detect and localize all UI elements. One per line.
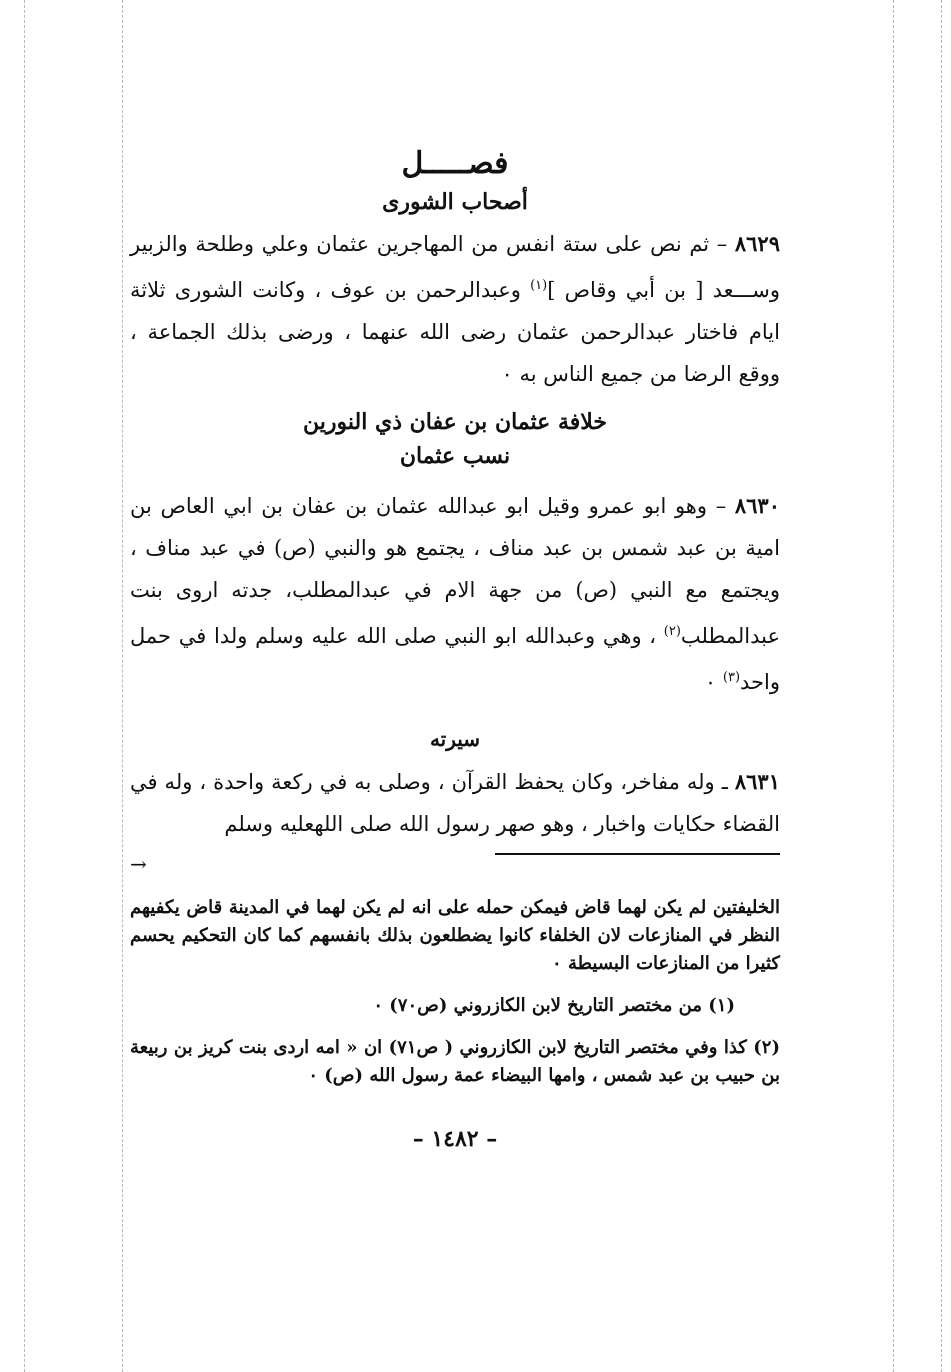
paragraph-number: ٨٦٢٩ <box>734 231 780 256</box>
footnote-ref: (٣) <box>722 670 741 685</box>
paragraph-8630 <box>130 485 780 703</box>
section-title: فصـــــل <box>401 146 509 181</box>
footnote-2: (٢) كذا وفي مختصر التاريخ لابن الكازروني ( ص٧١) ان « امه اردى بنت كريز بن ربيعة بن حبيب بن عبد شمس ، وامها البيضاء عمة رسول الله (ص) ٠ <box>130 1037 780 1086</box>
paragraph-text: – ثم نص على ستة انفس من المهاجرين عثمان وعلي وطلحة والزبير وســـعد [ بن أبي وقاص ] <box>130 232 780 302</box>
footnote-1: (١) من مختصر التاريخ لابن الكازروني (ص٧٠) ٠ <box>373 995 735 1016</box>
paragraph-text-cont: ، وهي وعبدالله ابو النبي صلى الله عليه وسلم ولدا في حمل واحد <box>130 624 780 694</box>
paragraph-text: ـ وله مفاخر، وكان يحفظ القرآن ، وصلى به في ركعة واحدة ، وله في القضاء حكايات واخبار ، وهو صهر رسول الله صلى اللهعليه وسلم <box>130 770 780 836</box>
continuation-arrow-icon: → <box>130 852 147 876</box>
paragraph-text-end: ٠ <box>704 670 723 694</box>
document-page <box>130 140 780 1152</box>
page-number: – ١٤٨٢ – <box>412 1126 498 1152</box>
paragraph-text-cont: وعبدالرحمن بن عوف ، وكانت الشورى ثلاثة ايام فاختار عبدالرحمن عثمان رضى الله عنهما ، ورضى بذلك الجماعة ، ووقع الرضا من جميع الناس به ٠ <box>130 278 780 386</box>
footnote-ref: (٢) <box>663 624 681 639</box>
heading-biography: سيرته <box>429 727 481 751</box>
heading-caliphate: خلافة عثمان بن عفان ذي النورين <box>303 409 607 435</box>
heading-lineage: نسب عثمان <box>399 443 511 469</box>
paragraph-number: ٨٦٣٠ <box>734 493 780 518</box>
paragraph-8629 <box>130 223 780 395</box>
footnote-ref: (١) <box>530 278 548 293</box>
paragraph-number: ٨٦٣١ <box>734 769 780 794</box>
section-subtitle: أصحاب الشورى <box>382 189 528 215</box>
paragraph-text: – وهو ابو عمرو وقيل ابو عبدالله عثمان بن عفان بن ابي العاص بن امية بن عبد شمس بن عبد مناف ، يجتمع هو والنبي (ص) في عبد مناف ، ويجتمع مع النبي (ص) من جهة الام في عبدالمطلب، جدته اروى بنت عبدالمطلب <box>130 494 780 648</box>
paragraph-8631 <box>130 761 780 845</box>
footnote-continued: الخليفتين لم يكن لهما قاض فيمكن حمله على انه لم يكن لهما في المدينة قاض يكفيهم النظر في المنازعات لان الخلفاء كانوا يضطلعون بذلك بانفسهم كما كان التحكيم يحسم كثيرا من المنازعات البسيطة ٠ <box>130 897 780 974</box>
